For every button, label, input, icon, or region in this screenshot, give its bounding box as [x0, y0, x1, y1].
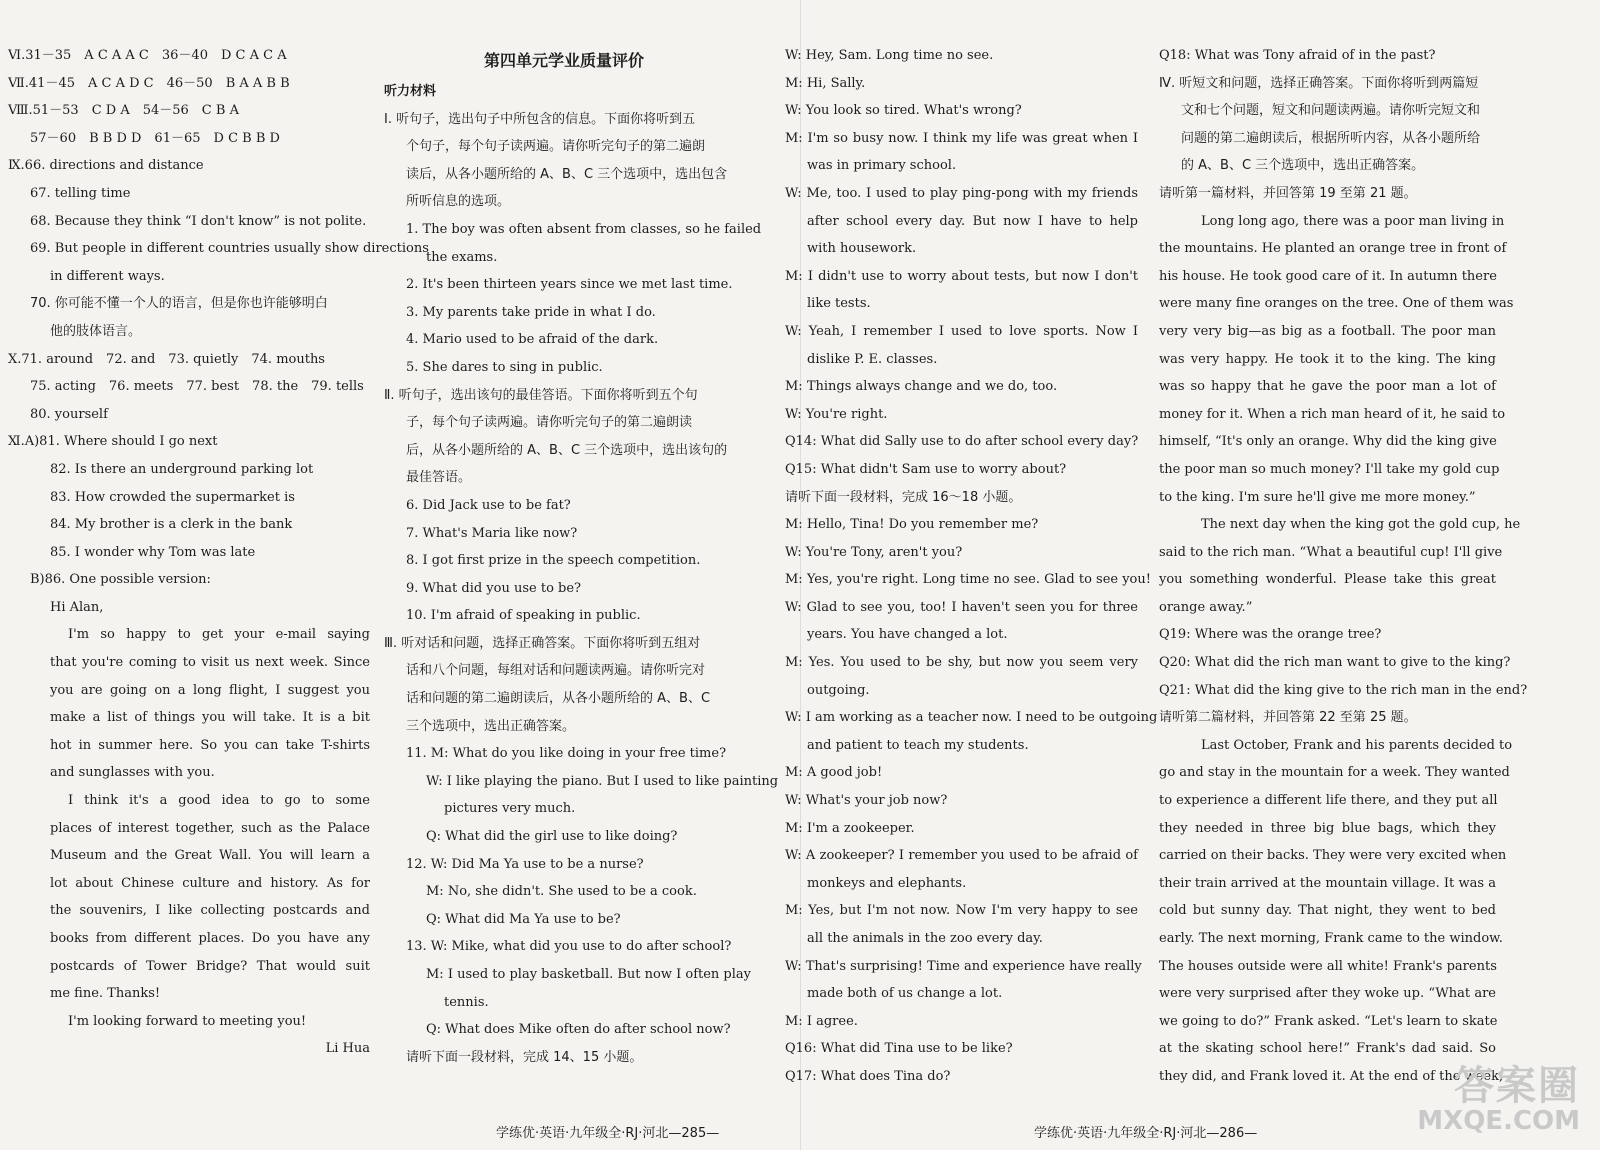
- text-line: 个句子，每个句子读两遍。请你听完句子的第二遍朗: [406, 139, 706, 155]
- text-line: M: I didn't use to worry about tests, but now I don't: [785, 268, 1138, 284]
- text-line: Q14: What did Sally use to do after school every day?: [785, 434, 1139, 450]
- text-line: Q18: What was Tony afraid of in the past?: [1159, 48, 1436, 63]
- text-line: 82. Is there an underground parking lot: [50, 461, 314, 477]
- text-line: M: I'm a zookeeper.: [785, 820, 915, 836]
- text-line: 70. 你可能不懂一个人的语言，但是你也许能够明白: [30, 296, 328, 312]
- text-line: Li Hua: [325, 1041, 370, 1057]
- text-line: 请听第一篇材料，并回答第 19 至第 21 题。: [1159, 185, 1417, 201]
- unit-title: 第四单元学业质量评价: [483, 51, 644, 70]
- text-line: me fine. Thanks!: [50, 986, 161, 1002]
- text-line: Ⅺ.A)81. Where should I go next: [8, 434, 218, 450]
- text-line: to experience a different life there, and they put all: [1159, 793, 1498, 809]
- text-line: Hi Alan,: [50, 599, 104, 615]
- text-line: Long long ago, there was a poor man living in: [1201, 213, 1505, 229]
- text-line: M: Yes, you're right. Long time no see. Glad to see you!: [785, 572, 1151, 588]
- text-line: M: Hi, Sally.: [785, 75, 866, 91]
- text-line: M: I agree.: [785, 1013, 858, 1029]
- text-line: 83. How crowded the supermarket is: [50, 489, 295, 505]
- dialogue-column: [785, 42, 1158, 1091]
- text-line: M: A good job!: [785, 765, 883, 781]
- text-line: 69. But people in different countries usually show directions: [30, 241, 429, 257]
- text-line: M: Yes. You used to be shy, but now you seem very: [785, 655, 1138, 671]
- text-line: I think it's a good idea to go to some: [68, 793, 370, 809]
- text-line: W: You're right.: [785, 406, 888, 422]
- text-line: his house. He took good care of it. In autumn there: [1159, 268, 1497, 284]
- text-line: postcards of Tower Bridge? That would suit: [50, 958, 370, 974]
- listening-material-column: [384, 44, 779, 1071]
- text-line: the souvenirs, I like collecting postcards and: [50, 903, 370, 919]
- text-line: money for it. When a rich man heard of it, he said to: [1159, 406, 1506, 422]
- text-line: they did, and Frank loved it. At the end of the week,: [1159, 1068, 1504, 1084]
- text-line: carried on their backs. They were very excited when: [1159, 848, 1507, 864]
- text-line: W: A zookeeper? I remember you used to be afraid of: [785, 848, 1138, 864]
- watermark-url: MXQE.COM: [1417, 1106, 1580, 1136]
- text-line: Q15: What didn't Sam use to worry about?: [785, 461, 1067, 477]
- text-line: the mountains. He planted an orange tree in front of: [1159, 241, 1507, 257]
- text-line: they needed in three big blue bags, which they: [1159, 820, 1496, 836]
- text-line: pictures very much.: [444, 801, 576, 817]
- text-line: 68. Because they think “I don't know” is not polite.: [30, 213, 367, 229]
- text-line: 后，从各小题所给的 A、B、C 三个选项中，选出该句的: [406, 442, 728, 458]
- text-line: M: I used to play basketball. But now I often play: [426, 967, 752, 982]
- text-line: Ⅵ.31－35 A C A A C 36－40 D C A C A: [8, 48, 287, 63]
- text-line: M: No, she didn't. She used to be a cook.: [426, 884, 697, 900]
- text-line: you are going on a long flight, I suggest you: [50, 682, 370, 698]
- text-line: Ⅱ. 听句子，选出该句的最佳答语。下面你将听到五个句: [384, 387, 698, 403]
- text-line: Last October, Frank and his parents decided to: [1201, 737, 1513, 753]
- text-line: tennis.: [444, 994, 489, 1010]
- text-line: make a list of things you will take. It is a bit: [50, 710, 370, 726]
- text-line: 他的肢体语言。: [50, 323, 142, 339]
- text-line: 三个选项中，选出正确答案。: [406, 718, 576, 734]
- text-line: and sunglasses with you.: [50, 765, 215, 781]
- text-line: 请听下面一段材料，完成 14、15 小题。: [406, 1049, 643, 1065]
- text-line: Ⅳ. 听短文和问题，选择正确答案。下面你将听到两篇短: [1159, 75, 1479, 91]
- text-line: 1. The boy was often absent from classes, so he failed: [406, 221, 762, 237]
- text-line: W: I like playing the piano. But I used to like painting: [426, 773, 779, 789]
- text-line: 12. W: Did Ma Ya use to be a nurse?: [406, 856, 644, 872]
- text-line: Ⅲ. 听对话和问题，选择正确答案。下面你将听到五组对: [384, 635, 701, 651]
- text-line: outgoing.: [807, 682, 870, 698]
- text-line: you something wonderful. Please take this great: [1159, 572, 1496, 588]
- page-footer-left: 学练优·英语·九年级全·RJ·河北—285—: [496, 1126, 720, 1141]
- text-line: cold but sunny day. That night, they went to bed: [1159, 903, 1496, 919]
- text-line: very very big—as big as a football. The poor man: [1159, 323, 1496, 339]
- text-line: dislike P. E. classes.: [807, 351, 938, 367]
- text-line: 6. Did Jack use to be fat?: [406, 497, 571, 513]
- text-line: lot about Chinese culture and history. As for: [50, 875, 370, 891]
- page-footer-right: 学练优·英语·九年级全·RJ·河北—286—: [1034, 1126, 1258, 1141]
- text-line: 3. My parents take pride in what I do.: [406, 304, 656, 320]
- text-line: W: Hey, Sam. Long time no see.: [785, 48, 994, 63]
- text-line: Q21: What did the king give to the rich man in the end?: [1159, 682, 1528, 698]
- text-line: all the animals in the zoo every day.: [807, 931, 1043, 946]
- text-line: early. The next morning, Frank came to the window.: [1159, 931, 1503, 946]
- text-line: orange away.”: [1159, 599, 1253, 615]
- text-line: 请听下面一段材料，完成 16～18 小题。: [785, 489, 1022, 505]
- text-line: M: Things always change and we do, too.: [785, 379, 1058, 395]
- text-line: Ⅸ.66. directions and distance: [8, 158, 204, 174]
- text-line: I'm looking forward to meeting you!: [68, 1013, 307, 1029]
- text-line: with housework.: [807, 241, 917, 257]
- text-line: Q: What did the girl use to like doing?: [426, 829, 678, 845]
- text-line: M: I'm so busy now. I think my life was great when I: [785, 130, 1138, 146]
- section-subtitle: 听力材料: [384, 84, 437, 99]
- watermark: [1417, 1063, 1580, 1136]
- text-line: 84. My brother is a clerk in the bank: [50, 517, 293, 533]
- text-line: was very happy. He took it to the king. The king: [1159, 351, 1496, 367]
- text-line: we going to do?” Frank asked. “Let's learn to skate: [1159, 1013, 1498, 1029]
- text-line: himself, “It's only an orange. Why did the king give: [1159, 434, 1497, 450]
- watermark-text: 答案圈: [1454, 1063, 1580, 1109]
- text-line: Q: What did Ma Ya use to be?: [426, 911, 621, 927]
- text-line: 9. What did you use to be?: [406, 580, 582, 596]
- text-line: The next day when the king got the gold cup, he: [1201, 517, 1521, 533]
- text-line: and patient to teach my students.: [807, 737, 1029, 753]
- text-line: 问题的第二遍朗读后，根据所听内容，从各小题所给: [1181, 130, 1481, 146]
- text-line: M: Yes, but I'm not now. Now I'm very happy to see: [785, 903, 1138, 919]
- text-line: 话和八个问题，每组对话和问题读两遍。请你听完对: [406, 663, 706, 679]
- text-line: 75. acting 76. meets 77. best 78. the 79. tells: [30, 379, 364, 395]
- text-line: 请听第二篇材料，并回答第 22 至第 25 题。: [1159, 710, 1417, 726]
- text-line: 85. I wonder why Tom was late: [50, 544, 256, 560]
- text-line: after school every day. But now I have to help: [807, 213, 1138, 229]
- text-line: Ⅷ.51－53 C D A 54－56 C B A: [8, 103, 239, 119]
- text-line: were very surprised after they woke up. “What are: [1159, 986, 1496, 1002]
- passage-column: [1159, 42, 1528, 1091]
- text-line: 文和七个问题，短文和问题读两遍。请你听完短文和: [1181, 103, 1481, 119]
- text-line: the exams.: [426, 249, 498, 265]
- text-line: 读后，从各小题所给的 A、B、C 三个选项中，选出包含: [406, 166, 728, 182]
- text-line: at the skating school here!” Frank's dad said. So: [1159, 1041, 1496, 1057]
- text-line: made both of us change a lot.: [807, 986, 1003, 1002]
- text-line: 80. yourself: [30, 406, 108, 422]
- text-line: B)86. One possible version:: [30, 572, 211, 588]
- text-line: Ⅹ.71. around 72. and 73. quietly 74. mouths: [8, 351, 325, 367]
- text-line: their train arrived at the mountain village. It was a: [1159, 875, 1496, 891]
- text-line: 最佳答语。: [406, 470, 472, 486]
- text-line: was in primary school.: [807, 158, 957, 174]
- text-line: Q20: What did the rich man want to give to the king?: [1159, 655, 1511, 671]
- text-line: monkeys and elephants.: [807, 875, 967, 891]
- text-line: to the king. I'm sure he'll give me more money.”: [1159, 489, 1476, 505]
- text-line: 话和问题的第二遍朗读后，从各小题所给的 A、B、C: [406, 691, 711, 707]
- text-line: W: Yeah, I remember I used to love sports. Now I: [785, 323, 1138, 339]
- text-line: W: You look so tired. What's wrong?: [785, 103, 1022, 119]
- text-line: Ⅰ. 听句子，选出句子中所包含的信息。下面你将听到五: [384, 111, 696, 127]
- text-line: go and stay in the mountain for a week. They wanted: [1159, 765, 1510, 781]
- text-line: 7. What's Maria like now?: [406, 525, 578, 541]
- text-line: 2. It's been thirteen years since we met last time.: [406, 277, 733, 293]
- text-line: 11. M: What do you like doing in your free time?: [406, 746, 727, 762]
- text-line: W: Glad to see you, too! I haven't seen you for three: [785, 599, 1138, 615]
- text-line: in different ways.: [50, 268, 165, 284]
- text-line: 10. I'm afraid of speaking in public.: [406, 608, 641, 624]
- text-line: 57－60 B B D D 61－65 D C B B D: [30, 130, 280, 146]
- text-line: W: What's your job now?: [785, 793, 948, 809]
- text-line: W: You're Tony, aren't you?: [785, 544, 963, 560]
- text-line: Q17: What does Tina do?: [785, 1068, 951, 1084]
- text-line: 子，每个句子读两遍。请你听完句子的第二遍朗读: [406, 415, 693, 431]
- text-line: 4. Mario used to be afraid of the dark.: [406, 332, 659, 348]
- text-line: 的 A、B、C 三个选项中，选出正确答案。: [1181, 158, 1425, 174]
- text-line: was so happy that he gave the poor man a lot of: [1159, 379, 1496, 395]
- text-line: The houses outside were all white! Frank's parents: [1159, 958, 1497, 974]
- text-line: that you're coming to visit us next week. Since: [50, 655, 370, 671]
- text-line: 所听信息的选项。: [406, 194, 511, 210]
- text-line: Q: What does Mike often do after school now?: [426, 1022, 731, 1038]
- text-line: places of interest together, such as the Palace: [50, 820, 370, 836]
- text-line: Q16: What did Tina use to be like?: [785, 1041, 1013, 1057]
- text-line: 13. W: Mike, what did you use to do after school?: [406, 939, 732, 955]
- text-line: 67. telling time: [30, 185, 131, 201]
- text-line: 8. I got first prize in the speech competition.: [406, 553, 701, 569]
- text-line: I'm so happy to get your e-mail saying: [68, 627, 370, 643]
- text-line: M: Hello, Tina! Do you remember me?: [785, 517, 1039, 533]
- text-line: Museum and the Great Wall. You will learn a: [50, 848, 370, 864]
- text-line: books from different places. Do you have any: [50, 931, 370, 946]
- text-line: Q19: Where was the orange tree?: [1159, 627, 1382, 643]
- text-line: the poor man so much money? I'll take my gold cup: [1159, 461, 1500, 477]
- text-line: said to the rich man. “What a beautiful cup! I'll give: [1159, 544, 1503, 560]
- text-line: hot in summer here. So you can take T-shirts: [50, 737, 370, 753]
- text-line: W: I am working as a teacher now. I need to be outgoing: [785, 710, 1158, 726]
- text-line: Ⅶ.41－45 A C A D C 46－50 B A A B B: [8, 75, 290, 91]
- right-page: [785, 0, 1600, 1150]
- text-line: W: Me, too. I used to play ping-pong with my friends: [785, 185, 1138, 201]
- text-line: like tests.: [807, 296, 871, 312]
- text-line: 5. She dares to sing in public.: [406, 359, 603, 375]
- text-line: years. You have changed a lot.: [807, 627, 1008, 643]
- text-line: W: That's surprising! Time and experience have really: [785, 958, 1142, 974]
- text-line: were many fine oranges on the tree. One of them was: [1159, 296, 1514, 312]
